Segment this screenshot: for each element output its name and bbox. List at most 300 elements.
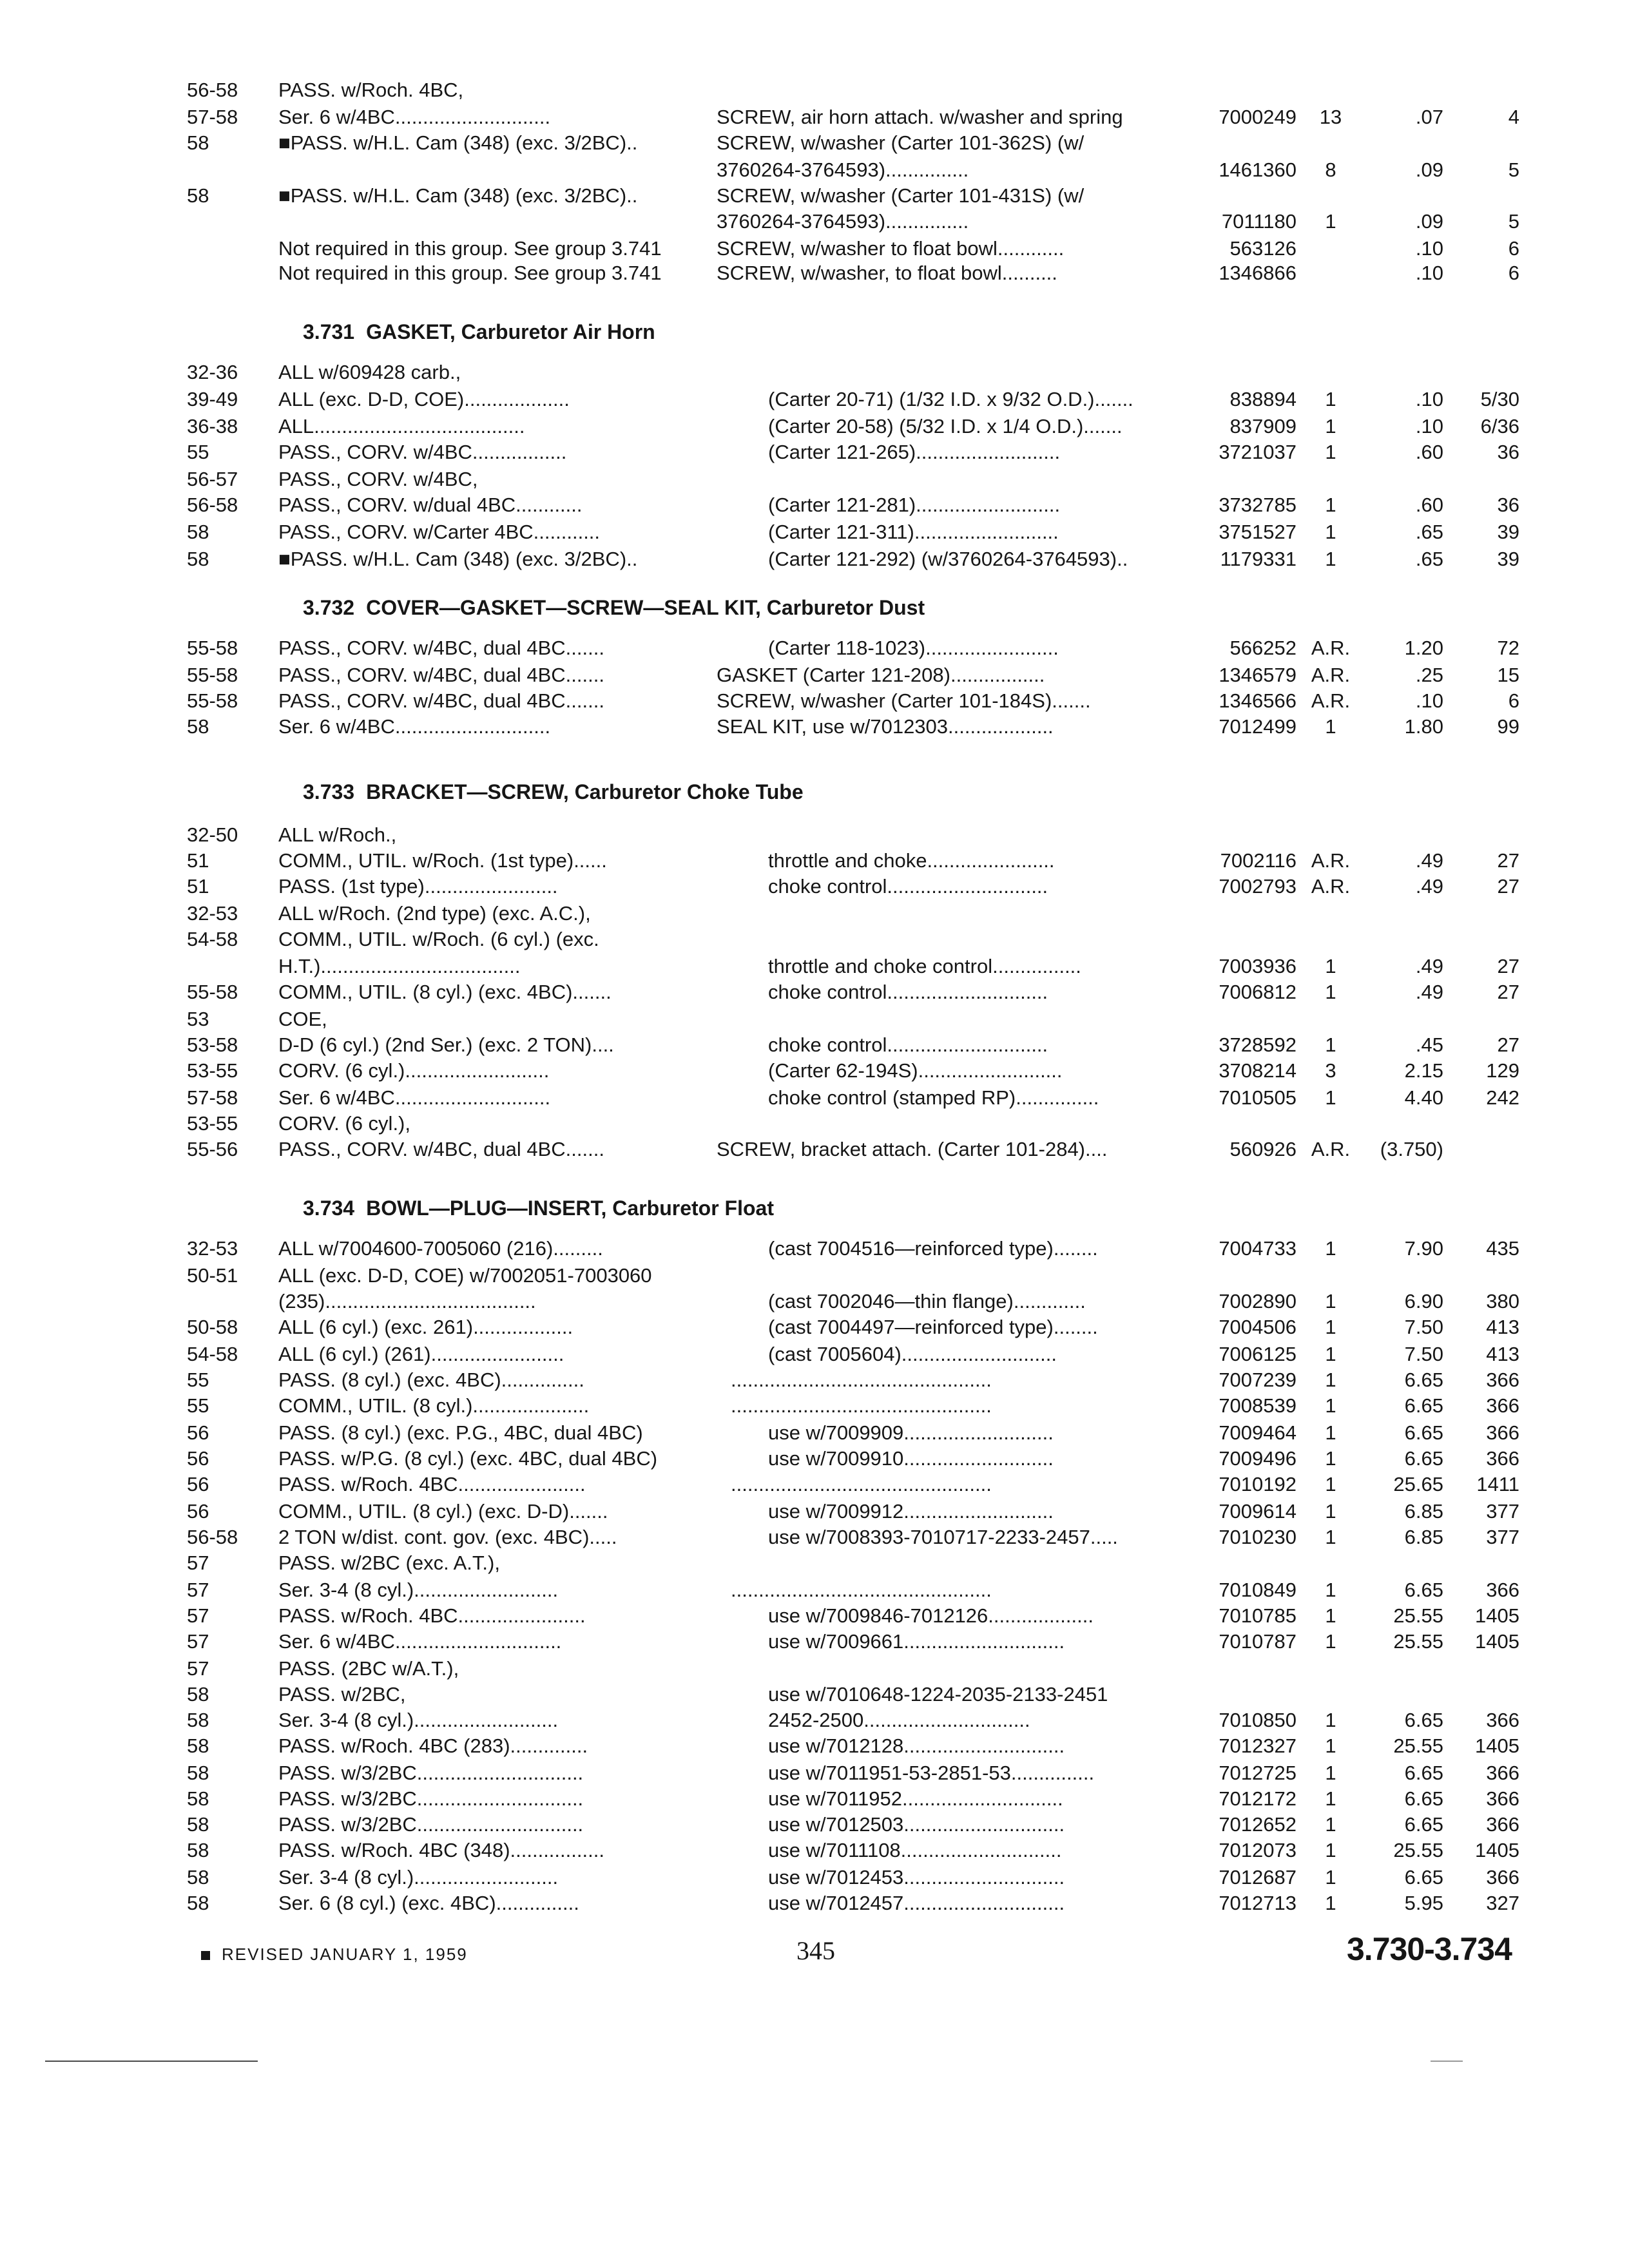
quantity-cell: 1 <box>1325 1369 1336 1391</box>
weight-cell: 413 <box>1486 1316 1519 1338</box>
weight-cell: 366 <box>1486 1394 1519 1417</box>
weight-cell: 1405 <box>1475 1735 1519 1757</box>
table-row <box>0 358 1629 387</box>
table-row <box>0 978 1629 1006</box>
list-price-cell: .09 <box>1415 210 1443 233</box>
weight-cell: 413 <box>1486 1343 1519 1365</box>
part-number-cell: 7012652 <box>1219 1813 1296 1836</box>
table-row <box>0 491 1629 519</box>
quantity-cell: 1 <box>1325 981 1336 1003</box>
table-row <box>0 713 1629 741</box>
application-cell: H.T.).................................... <box>278 955 521 977</box>
weight-cell: 6 <box>1508 262 1519 284</box>
description-cell: (Carter 62-194S).......................... <box>768 1059 1063 1082</box>
year-range-cell: 58 <box>187 1787 209 1810</box>
table-row <box>0 465 1629 494</box>
weight-cell: 1405 <box>1475 1604 1519 1627</box>
year-range-cell: 57-58 <box>187 1086 238 1109</box>
description-cell: ............................................... <box>731 1394 992 1417</box>
table-row <box>0 1135 1629 1164</box>
weight-cell: 36 <box>1497 494 1519 516</box>
quantity-cell: 1 <box>1325 1604 1336 1627</box>
application-cell: ALL w/Roch. (2nd type) (exc. A.C.), <box>278 902 591 925</box>
list-price-cell: .25 <box>1415 664 1443 686</box>
list-price-cell: .07 <box>1415 106 1443 128</box>
table-row <box>0 1419 1629 1447</box>
application-cell: Ser. 6 w/4BC.............................. <box>278 1630 562 1653</box>
part-number-cell: 7012073 <box>1219 1839 1296 1861</box>
application-cell: Ser. 6 w/4BC............................ <box>278 715 551 738</box>
weight-cell: 27 <box>1497 849 1519 872</box>
section-heading-3-732 <box>303 591 925 624</box>
table-row <box>0 1628 1629 1656</box>
table-row <box>0 1313 1629 1341</box>
quantity-cell: 1 <box>1325 955 1336 977</box>
quantity-cell: 1 <box>1325 1813 1336 1836</box>
weight-cell: 4 <box>1508 106 1519 128</box>
part-number-cell: 7000249 <box>1219 106 1296 128</box>
application-cell: Ser. 3-4 (8 cyl.).......................... <box>278 1579 559 1601</box>
application-cell: ALL (exc. D-D, COE) w/7002051-7003060 <box>278 1264 652 1287</box>
table-row <box>0 1057 1629 1085</box>
application-cell: PASS., CORV. w/4BC, <box>278 468 478 490</box>
year-range-cell: 56-57 <box>187 468 238 490</box>
table-row <box>0 1732 1629 1760</box>
application-cell: ■PASS. w/H.L. Cam (348) (exc. 3/2BC).. <box>278 548 638 570</box>
weight-cell: 366 <box>1486 1813 1519 1836</box>
part-number-cell: 7012687 <box>1219 1866 1296 1888</box>
year-range-cell: 55-58 <box>187 689 238 712</box>
description-cell: ............................................... <box>731 1369 992 1391</box>
application-cell: PASS., CORV. w/4BC, dual 4BC....... <box>278 637 604 659</box>
year-range-cell: 57 <box>187 1630 209 1653</box>
part-number-cell: 3708214 <box>1219 1059 1296 1082</box>
description-cell: SCREW, bracket attach. (Carter 101-284).... <box>717 1138 1108 1160</box>
table-row <box>0 1262 1629 1290</box>
table-row <box>0 1392 1629 1420</box>
table-row <box>0 1235 1629 1263</box>
application-cell: PASS. w/Roch. 4BC....................... <box>278 1604 586 1627</box>
description-cell: use w/7011951-53-2851-53............... <box>768 1762 1095 1784</box>
table-row <box>0 545 1629 573</box>
table-row <box>0 1602 1629 1630</box>
table-row <box>0 1706 1629 1735</box>
application-cell: PASS. w/Roch. 4BC....................... <box>278 1473 586 1495</box>
list-price-cell: .10 <box>1415 388 1443 410</box>
quantity-cell: 1 <box>1325 1316 1336 1338</box>
description-cell: throttle and choke control................ <box>768 955 1081 977</box>
table-row <box>0 1759 1629 1787</box>
application-cell: ALL w/609428 carb., <box>278 361 461 383</box>
part-number-cell: 837909 <box>1229 415 1296 437</box>
application-cell: PASS., CORV. w/Carter 4BC............ <box>278 521 601 543</box>
application-cell: Not required in this group. See group 3.741 <box>278 237 662 260</box>
year-range-cell: 55-58 <box>187 981 238 1003</box>
list-price-cell: 25.55 <box>1393 1839 1443 1861</box>
application-cell: Ser. 6 (8 cyl.) (exc. 4BC)............... <box>278 1892 579 1914</box>
year-range-cell: 56 <box>187 1500 209 1523</box>
year-range-cell: 58 <box>187 548 209 570</box>
table-row <box>0 687 1629 715</box>
description-cell: (Carter 121-281).......................... <box>768 494 1061 516</box>
year-range-cell: 58 <box>187 521 209 543</box>
part-number-cell: 7009464 <box>1219 1421 1296 1444</box>
list-price-cell: .09 <box>1415 159 1443 181</box>
year-range-cell: 54-58 <box>187 1343 238 1365</box>
application-cell: ALL (6 cyl.) (exc. 261).................. <box>278 1316 574 1338</box>
table-row <box>0 1785 1629 1813</box>
description-cell: (cast 7004497—reinforced type)........ <box>768 1316 1098 1338</box>
list-price-cell: 25.55 <box>1393 1630 1443 1653</box>
year-range-cell: 53-58 <box>187 1033 238 1056</box>
year-range-cell: 55 <box>187 1394 209 1417</box>
description-cell: SCREW, w/washer (Carter 101-184S)....... <box>717 689 1091 712</box>
description-cell: choke control (stamped RP)............... <box>768 1086 1099 1109</box>
description-cell: SCREW, air horn attach. w/washer and spring <box>717 106 1123 128</box>
application-cell: COMM., UTIL. w/Roch. (1st type)...... <box>278 849 607 872</box>
part-number-cell: 7010850 <box>1219 1709 1296 1731</box>
part-number-cell: 7012327 <box>1219 1735 1296 1757</box>
year-range-cell: 57-58 <box>187 106 238 128</box>
weight-cell: 1411 <box>1476 1473 1519 1495</box>
year-range-cell: 58 <box>187 1683 209 1706</box>
description-cell: (Carter 121-265).......................... <box>768 441 1061 463</box>
list-price-cell: 4.40 <box>1404 1086 1443 1109</box>
quantity-cell: 1 <box>1325 548 1336 570</box>
weight-cell: 366 <box>1486 1369 1519 1391</box>
quantity-cell: 1 <box>1325 1290 1336 1312</box>
year-range-cell: 58 <box>187 1839 209 1861</box>
application-cell: PASS. w/3/2BC.............................. <box>278 1813 584 1836</box>
quantity-cell: A.R. <box>1311 1138 1351 1160</box>
application-cell: Ser. 3-4 (8 cyl.).......................... <box>278 1709 559 1731</box>
list-price-cell: 6.85 <box>1404 1526 1443 1548</box>
part-number-cell: 7004733 <box>1219 1237 1296 1260</box>
group-range: 3.730-3.734 <box>1347 1931 1512 1967</box>
quantity-cell: 1 <box>1325 1735 1336 1757</box>
weight-cell: 366 <box>1486 1447 1519 1470</box>
description-cell: choke control............................. <box>768 1033 1048 1056</box>
application-cell: COMM., UTIL. w/Roch. (6 cyl.) (exc. <box>278 928 599 950</box>
quantity-cell: 1 <box>1325 521 1336 543</box>
quantity-cell: 8 <box>1325 159 1336 181</box>
list-price-cell: .60 <box>1415 441 1443 463</box>
quantity-cell: 1 <box>1325 441 1336 463</box>
description-cell: ............................................... <box>731 1473 992 1495</box>
table-row <box>0 1576 1629 1604</box>
list-price-cell: 6.65 <box>1404 1866 1443 1888</box>
weight-cell: 39 <box>1497 548 1519 570</box>
year-range-cell: 55 <box>187 441 209 463</box>
quantity-cell: 13 <box>1319 106 1342 128</box>
application-cell: PASS. (8 cyl.) (exc. 4BC)............... <box>278 1369 584 1391</box>
application-cell: ALL w/7004600-7005060 (216)......... <box>278 1237 603 1260</box>
weight-cell: 366 <box>1486 1762 1519 1784</box>
weight-cell: 27 <box>1497 981 1519 1003</box>
list-price-cell: 25.65 <box>1393 1473 1443 1495</box>
weight-cell: 15 <box>1497 664 1519 686</box>
table-row <box>0 952 1629 981</box>
application-cell: ALL...................................... <box>278 415 525 437</box>
application-cell: PASS., CORV. w/dual 4BC............ <box>278 494 583 516</box>
description-cell: ............................................... <box>731 1579 992 1601</box>
application-cell: ALL w/Roch., <box>278 823 397 846</box>
part-number-cell: 7010849 <box>1219 1579 1296 1601</box>
table-row <box>0 1445 1629 1473</box>
weight-cell: 380 <box>1486 1290 1519 1312</box>
weight-cell: 366 <box>1486 1787 1519 1810</box>
description-cell: (cast 7004516—reinforced type)........ <box>768 1237 1098 1260</box>
application-cell: PASS. w/3/2BC.............................. <box>278 1762 584 1784</box>
table-row <box>0 156 1629 184</box>
table-row <box>0 182 1629 210</box>
year-range-cell: 55-56 <box>187 1138 238 1160</box>
table-row <box>0 1497 1629 1526</box>
list-price-cell: (3.750) <box>1380 1138 1443 1160</box>
quantity-cell: 1 <box>1325 1473 1336 1495</box>
description-cell: use w/7012457............................. <box>768 1892 1065 1914</box>
year-range-cell: 39-49 <box>187 388 238 410</box>
year-range-cell: 58 <box>187 1735 209 1757</box>
quantity-cell: A.R. <box>1311 664 1351 686</box>
description-cell: use w/7012128............................. <box>768 1735 1065 1757</box>
description-cell: SCREW, w/washer, to float bowl.......... <box>717 262 1057 284</box>
part-number-cell: 7002116 <box>1220 849 1296 872</box>
quantity-cell: 1 <box>1325 1237 1336 1260</box>
application-cell: PASS. (1st type)........................ <box>278 875 558 898</box>
table-row <box>0 1811 1629 1839</box>
part-number-cell: 7008539 <box>1219 1394 1296 1417</box>
table-row <box>0 1031 1629 1059</box>
application-cell: PASS., CORV. w/4BC, dual 4BC....... <box>278 1138 604 1160</box>
table-row <box>0 1655 1629 1683</box>
year-range-cell: 57 <box>187 1604 209 1627</box>
part-number-cell: 7012499 <box>1219 715 1296 738</box>
weight-cell: 366 <box>1486 1709 1519 1731</box>
year-range-cell: 51 <box>187 849 209 872</box>
year-range-cell: 53-55 <box>187 1112 238 1135</box>
part-number-cell: 7010505 <box>1219 1086 1296 1109</box>
revision-text: REVISED JANUARY 1, 1959 <box>222 1945 468 1964</box>
application-cell: ALL (6 cyl.) (261)........................ <box>278 1343 564 1365</box>
application-cell: PASS. w/Roch. 4BC, <box>278 79 464 101</box>
part-number-cell: 7010230 <box>1219 1526 1296 1548</box>
description-cell: choke control............................. <box>768 981 1048 1003</box>
description-cell: (cast 7005604)............................ <box>768 1343 1057 1365</box>
application-cell: PASS., CORV. w/4BC, dual 4BC....... <box>278 689 604 712</box>
quantity-cell: 1 <box>1325 1526 1336 1548</box>
list-price-cell: .49 <box>1415 955 1443 977</box>
list-price-cell: .45 <box>1415 1033 1443 1056</box>
list-price-cell: 1.80 <box>1404 715 1443 738</box>
application-cell: PASS. (8 cyl.) (exc. P.G., 4BC, dual 4BC) <box>278 1421 643 1444</box>
application-cell: ALL (exc. D-D, COE)................... <box>278 388 570 410</box>
weight-cell: 27 <box>1497 1033 1519 1056</box>
application-cell: COMM., UTIL. (8 cyl.)..................... <box>278 1394 590 1417</box>
section-number: 3.731 <box>303 320 355 343</box>
application-cell: PASS. w/P.G. (8 cyl.) (exc. 4BC, dual 4BC) <box>278 1447 658 1470</box>
weight-cell: 6 <box>1508 237 1519 260</box>
list-price-cell: 25.55 <box>1393 1735 1443 1757</box>
part-number-cell: 7012713 <box>1219 1892 1296 1914</box>
table-row <box>0 385 1629 414</box>
application-cell: PASS. w/Roch. 4BC (348)................. <box>278 1839 604 1861</box>
list-price-cell: 5.95 <box>1404 1892 1443 1914</box>
table-row <box>0 847 1629 875</box>
year-range-cell: 56-58 <box>187 494 238 516</box>
list-price-cell: 2.15 <box>1404 1059 1443 1082</box>
quantity-cell: 1 <box>1325 1394 1336 1417</box>
description-cell: (Carter 20-58) (5/32 I.D. x 1/4 O.D.)....... <box>768 415 1123 437</box>
list-price-cell: .49 <box>1415 981 1443 1003</box>
part-number-cell: 7009496 <box>1219 1447 1296 1470</box>
list-price-cell: .49 <box>1415 875 1443 898</box>
quantity-cell: A.R. <box>1311 637 1351 659</box>
list-price-cell: 6.65 <box>1404 1813 1443 1836</box>
application-cell: COE, <box>278 1008 327 1030</box>
description-cell: throttle and choke....................... <box>768 849 1055 872</box>
table-row <box>0 1680 1629 1709</box>
weight-cell: 129 <box>1486 1059 1519 1082</box>
part-number-cell: 7009614 <box>1219 1500 1296 1523</box>
application-cell: ■PASS. w/H.L. Cam (348) (exc. 3/2BC).. <box>278 131 638 154</box>
year-range-cell: 57 <box>187 1657 209 1680</box>
part-number-cell: 3728592 <box>1219 1033 1296 1056</box>
list-price-cell: .65 <box>1415 548 1443 570</box>
list-price-cell: .10 <box>1415 689 1443 712</box>
year-range-cell: 58 <box>187 1866 209 1888</box>
part-number-cell: 7003936 <box>1219 955 1296 977</box>
application-cell: 2 TON w/dist. cont. gov. (exc. 4BC)..... <box>278 1526 617 1548</box>
part-number-cell: 1346866 <box>1219 262 1296 284</box>
description-cell: (Carter 118-1023)........................ <box>768 637 1059 659</box>
year-range-cell: 56 <box>187 1421 209 1444</box>
quantity-cell: 1 <box>1325 1447 1336 1470</box>
year-range-cell: 32-50 <box>187 823 238 846</box>
year-range-cell: 58 <box>187 1762 209 1784</box>
list-price-cell: .49 <box>1415 849 1443 872</box>
year-range-cell: 32-53 <box>187 1237 238 1260</box>
list-price-cell: 7.90 <box>1404 1237 1443 1260</box>
description-cell: use w/7009909........................... <box>768 1421 1054 1444</box>
year-range-cell: 56-58 <box>187 1526 238 1548</box>
table-row <box>0 925 1629 954</box>
year-range-cell: 32-36 <box>187 361 238 383</box>
part-number-cell: 563126 <box>1229 237 1296 260</box>
description-cell: use w/7009910........................... <box>768 1447 1054 1470</box>
quantity-cell: A.R. <box>1311 689 1351 712</box>
year-range-cell: 58 <box>187 184 209 207</box>
application-cell: PASS. w/Roch. 4BC (283).............. <box>278 1735 588 1757</box>
section-title: COVER—GASKET—SCREW—SEAL KIT, Carburetor Dust <box>366 596 925 619</box>
section-number: 3.732 <box>303 596 355 619</box>
weight-cell: 366 <box>1486 1866 1519 1888</box>
part-number-cell: 7012172 <box>1219 1787 1296 1810</box>
table-row <box>0 872 1629 901</box>
table-row <box>0 103 1629 131</box>
quantity-cell: A.R. <box>1311 875 1351 898</box>
year-range-cell: 57 <box>187 1552 209 1574</box>
description-cell: SCREW, w/washer (Carter 101-431S) (w/ <box>717 184 1084 207</box>
table-row <box>0 899 1629 928</box>
revision-marker-icon <box>201 1951 210 1960</box>
quantity-cell: 1 <box>1325 1866 1336 1888</box>
part-number-cell: 7006812 <box>1219 981 1296 1003</box>
weight-cell: 36 <box>1497 441 1519 463</box>
description-cell: use w/7009661............................. <box>768 1630 1065 1653</box>
list-price-cell: .10 <box>1415 237 1443 260</box>
table-row <box>0 1549 1629 1577</box>
table-row <box>0 1889 1629 1917</box>
table-row <box>0 1863 1629 1892</box>
weight-cell: 327 <box>1486 1892 1519 1914</box>
list-price-cell: 6.65 <box>1404 1709 1443 1731</box>
section-number: 3.734 <box>303 1196 355 1220</box>
list-price-cell: .10 <box>1415 262 1443 284</box>
part-number-cell: 7007239 <box>1219 1369 1296 1391</box>
section-heading-3-734 <box>303 1192 774 1224</box>
section-number: 3.733 <box>303 780 355 803</box>
application-cell: (235)...................................... <box>278 1290 536 1312</box>
quantity-cell: 1 <box>1325 415 1336 437</box>
section-heading-3-733 <box>303 776 804 808</box>
quantity-cell: 1 <box>1325 1579 1336 1601</box>
description-cell: use w/7011108............................. <box>768 1839 1062 1861</box>
quantity-cell: 1 <box>1325 1086 1336 1109</box>
part-number-cell: 7010192 <box>1219 1473 1296 1495</box>
table-row <box>0 1110 1629 1138</box>
year-range-cell: 50-51 <box>187 1264 238 1287</box>
description-cell: use w/7009846-7012126................... <box>768 1604 1094 1627</box>
table-row <box>0 821 1629 849</box>
revision-note <box>201 1945 468 1965</box>
table-row <box>0 129 1629 157</box>
table-row <box>0 207 1629 236</box>
year-range-cell: 53-55 <box>187 1059 238 1082</box>
list-price-cell: 7.50 <box>1404 1316 1443 1338</box>
description-cell: use w/7011952............................. <box>768 1787 1063 1810</box>
description-cell: SCREW, w/washer to float bowl............ <box>717 237 1065 260</box>
part-number-cell: 7011180 <box>1221 210 1296 233</box>
table-row <box>0 1523 1629 1552</box>
application-cell: PASS. w/3/2BC.............................. <box>278 1787 584 1810</box>
weight-cell: 6 <box>1508 689 1519 712</box>
application-cell: PASS., CORV. w/4BC, dual 4BC....... <box>278 664 604 686</box>
application-cell: ■PASS. w/H.L. Cam (348) (exc. 3/2BC).. <box>278 184 638 207</box>
table-row <box>0 518 1629 546</box>
part-number-cell: 7012725 <box>1219 1762 1296 1784</box>
description-cell: use w/7009912........................... <box>768 1500 1054 1523</box>
quantity-cell: 1 <box>1325 494 1336 516</box>
quantity-cell: A.R. <box>1311 849 1351 872</box>
description-cell: use w/7012503............................. <box>768 1813 1065 1836</box>
weight-cell: 366 <box>1486 1579 1519 1601</box>
application-cell: PASS. w/2BC, <box>278 1683 406 1706</box>
list-price-cell: .60 <box>1415 494 1443 516</box>
list-price-cell: 6.85 <box>1404 1500 1443 1523</box>
list-price-cell: .10 <box>1415 415 1443 437</box>
table-row <box>0 259 1629 287</box>
quantity-cell: 1 <box>1325 1343 1336 1365</box>
page-number: 345 <box>796 1936 835 1965</box>
weight-cell: 6/36 <box>1480 415 1519 437</box>
application-cell: D-D (6 cyl.) (2nd Ser.) (exc. 2 TON).... <box>278 1033 614 1056</box>
application-cell: Ser. 6 w/4BC............................ <box>278 106 551 128</box>
scan-artifact-line <box>45 2061 258 2062</box>
weight-cell: 27 <box>1497 875 1519 898</box>
part-number-cell: 7010787 <box>1219 1630 1296 1653</box>
description-cell: SEAL KIT, use w/7012303................... <box>717 715 1054 738</box>
